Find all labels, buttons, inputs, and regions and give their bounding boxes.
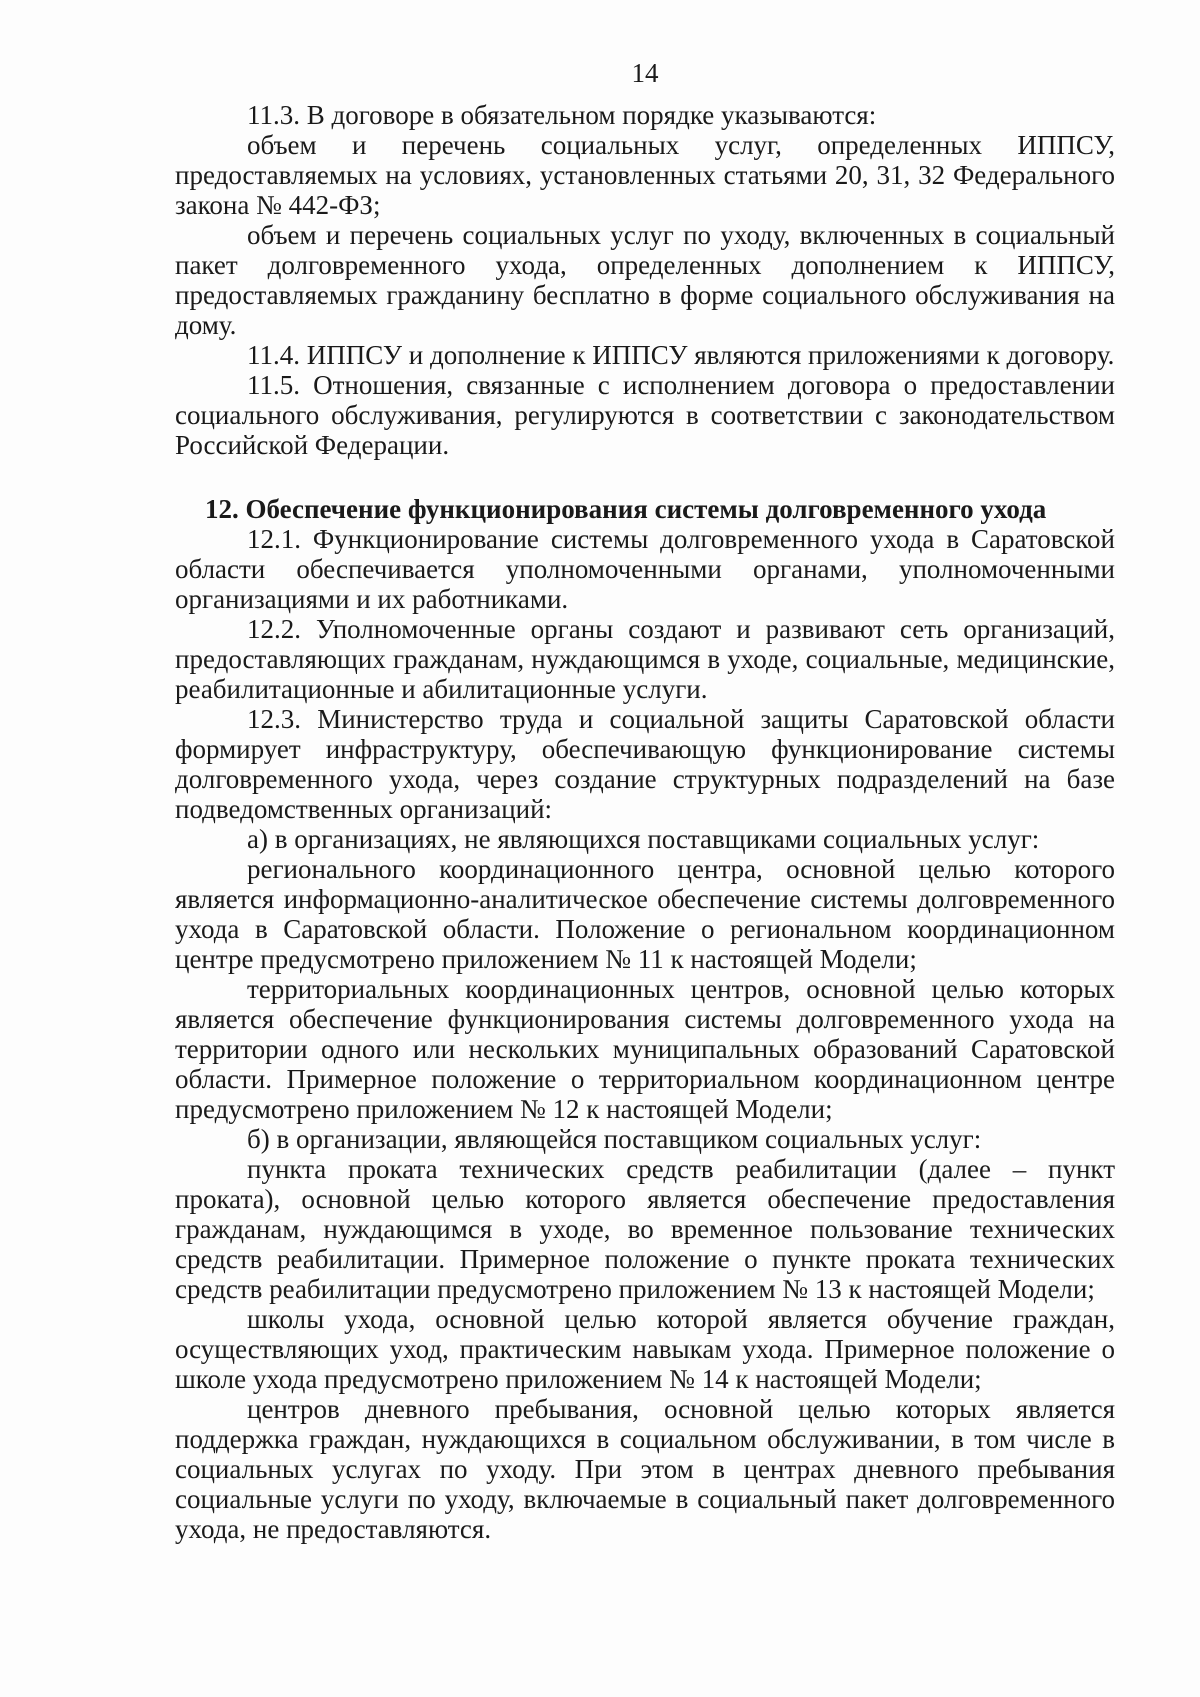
section-heading: 12. Обеспечение функционирования системы долговременного ухода xyxy=(205,494,1047,524)
paragraph-rental-point: пункта проката технических средств реабилитации (далее – пункт проката), основной целью которого является обеспечение предоставления гражданам, нуждающимся в уходе, во временное пользование технических средств реабилитации. Примерное положение о пункте проката технических средств реабилитации предусмотрено приложением № 13 к настоящей Модели; xyxy=(175,1154,1115,1304)
document-body xyxy=(175,100,1115,1544)
page-number: 14 xyxy=(631,58,659,88)
paragraph-territorial-centers: территориальных координационных центров, основной целью которых является обеспечение функционирования системы долговременного ухода на территории одного или нескольких муниципальных образований Саратовской области. Примерное положение о территориальном координационном центре предусмотрено приложением № 12 к настоящей Модели; xyxy=(175,974,1115,1124)
paragraph-care-school: школы ухода, основной целью которой является обучение граждан, осуществляющих уход, практическим навыкам ухода. Примерное положение о школе ухода предусмотрено приложением № 14 к настоящей Модели; xyxy=(175,1304,1115,1394)
paragraph-item-a: а) в организациях, не являющихся поставщиками социальных услуг: xyxy=(247,824,1040,854)
paragraph-11-5: 11.5. Отношения, связанные с исполнением договора о предоставлении социального обслуживания, регулируются в соответствии с законодательством Российской Федерации. xyxy=(175,370,1115,460)
paragraph-item-b: б) в организации, являющейся поставщиком социальных услуг: xyxy=(247,1124,982,1154)
paragraph-regional-center: регионального координационного центра, основной целью которого является информационно-аналитическое обеспечение системы долговременного ухода в Саратовской области. Положение о региональном координационном центре предусмотрено приложением № 11 к настоящей Модели; xyxy=(175,854,1115,974)
paragraph-12-3: 12.3. Министерство труда и социальной защиты Саратовской области формирует инфраструктуру, обеспечивающую функционирование системы долговременного ухода, через создание структурных подразделений на базе подведомственных организаций: xyxy=(175,704,1115,824)
paragraph-day-centers: центров дневного пребывания, основной целью которых является поддержка граждан, нуждающихся в социальном обслуживании, в том числе в социальных услугах по уходу. При этом в центрах дневного пребывания социальные услуги по уходу, включаемые в социальный пакет долговременного ухода, не предоставляются. xyxy=(175,1394,1115,1544)
paragraph-scope-care-services: объем и перечень социальных услуг по уходу, включенных в социальный пакет долговременного ухода, определенных дополнением к ИППСУ, предоставляемых гражданину бесплатно в форме социального обслуживания на дому. xyxy=(175,220,1115,340)
paragraph-12-1: 12.1. Функционирование системы долговременного ухода в Саратовской области обеспечивается уполномоченными органами, уполномоченными организациями и их работниками. xyxy=(175,524,1115,614)
paragraph-12-2: 12.2. Уполномоченные органы создают и развивают сеть организаций, предоставляющих гражданам, нуждающимся в уходе, социальные, медицинские, реабилитационные и абилитационные услуги. xyxy=(175,614,1115,704)
paragraph-11-4: 11.4. ИППСУ и дополнение к ИППСУ являются приложениями к договору. xyxy=(247,340,1115,370)
paragraph-scope-services: объем и перечень социальных услуг, определенных ИППСУ, предоставляемых на условиях, установленных статьями 20, 31, 32 Федерального закона № 442-ФЗ; xyxy=(175,130,1115,220)
paragraph-11-3: 11.3. В договоре в обязательном порядке указываются: xyxy=(247,100,877,130)
